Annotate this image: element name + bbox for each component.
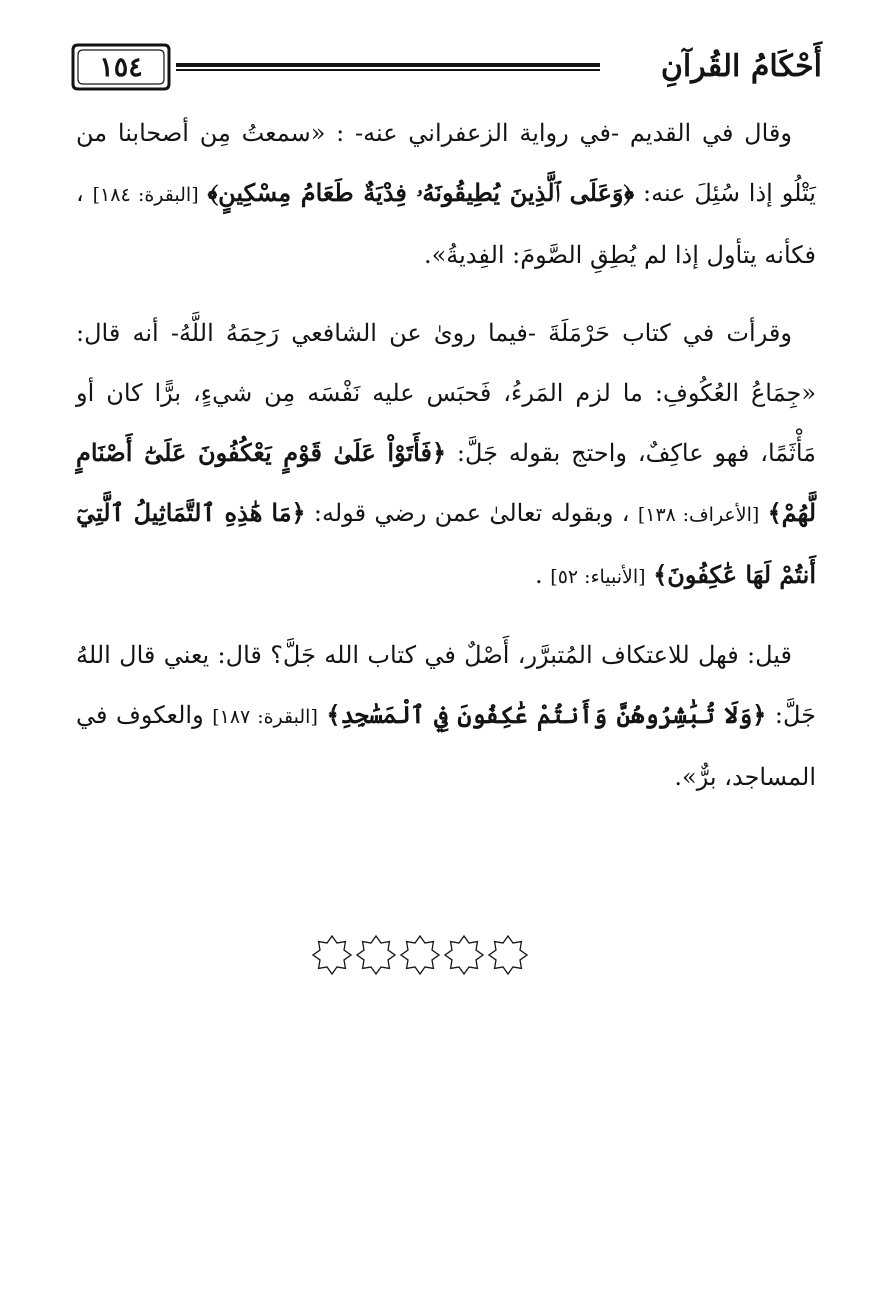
verse-reference: [الأنبياء: ٥٢] — [550, 566, 646, 588]
page-number-badge — [70, 42, 172, 92]
paragraph-text: وقرأت في كتاب حَرْمَلَةَ -فيما روىٰ عن الشافعي رَحِمَهُ اللَّهُ- أنه قال: «جِمَاعُ العُكُوفِ: ما لزم المَرءُ، فَحبَس عليه نَفْسَه مِن شيءٍ، برًّا كان أو مَأْثَمًا، فهو عاكِفٌ، واحتج بقوله جَلَّ: — [76, 319, 816, 467]
verse-reference: [الأعراف: ١٣٨] — [637, 504, 760, 526]
quran-verse: ﴿وَلَا تُبَٰشِرُوهُنَّ وَأَنتُمْ عَٰكِفُونَ فِي ٱلْمَسَٰجِدِ﴾ — [326, 700, 767, 729]
quran-verse: ﴿فَأَتَوْاْ عَلَىٰ قَوْمٍ يَعْكُفُونَ عَلَىٰٓ أَصْنَامٍ لَّهُمْ﴾ — [76, 438, 817, 527]
book-title: أَحْكَامُ القُرآنِ — [660, 49, 822, 84]
verse-reference: [البقرة: ١٨٤] — [92, 184, 199, 206]
paragraph-text: . — [535, 561, 543, 589]
paragraph-1 — [76, 103, 816, 285]
page-header — [70, 40, 822, 98]
page-number: ١٥٤ — [99, 52, 143, 83]
section-end-ornament — [310, 930, 530, 980]
verse-reference: [البقرة: ١٨٧] — [212, 706, 318, 728]
paragraph-3 — [76, 625, 816, 807]
paragraph-text: وقال في القديم -في رواية الزعفراني عنه- : «سمعتُ مِن أصحابنا من يَتْلُو إذا سُئِلَ عنه: — [76, 119, 816, 207]
paragraph-text: ، وبقوله تعالىٰ عمن رضي قوله: — [305, 499, 630, 527]
eight-point-star-icon — [489, 936, 527, 974]
ornament-stars — [310, 930, 530, 980]
page-body — [76, 103, 816, 825]
eight-point-star-icon — [401, 936, 439, 974]
quran-verse: ﴿وَعَلَى ٱلَّذِينَ يُطِيقُونَهُۥ فِدْيَةٌ طَعَامُ مِسْكِينٍ﴾ — [207, 178, 635, 207]
paragraph-text: قيل: فهل للاعتكاف المُتبرَّر، أَصْلٌ في كتاب الله جَلَّ؟ قال: يعني قال اللهُ جَلَّ: — [76, 641, 816, 729]
quran-verse: ﴿مَا هَٰذِهِ ٱلتَّمَاثِيلُ ٱلَّتِيٓ أَنتُمْ لَهَا عَٰكِفُونَ﴾ — [76, 498, 816, 589]
paragraph-text: ، فكأنه يتأول إذا لم يُطِقِ الصَّومَ: الفِديةُ». — [76, 179, 816, 269]
header-rule — [176, 63, 600, 71]
paragraph-2 — [76, 303, 816, 607]
paragraph-text: والعكوف في المساجد، برٌّ». — [76, 701, 816, 791]
eight-point-star-icon — [313, 936, 351, 974]
eight-point-star-icon — [357, 936, 395, 974]
eight-point-star-icon — [445, 936, 483, 974]
